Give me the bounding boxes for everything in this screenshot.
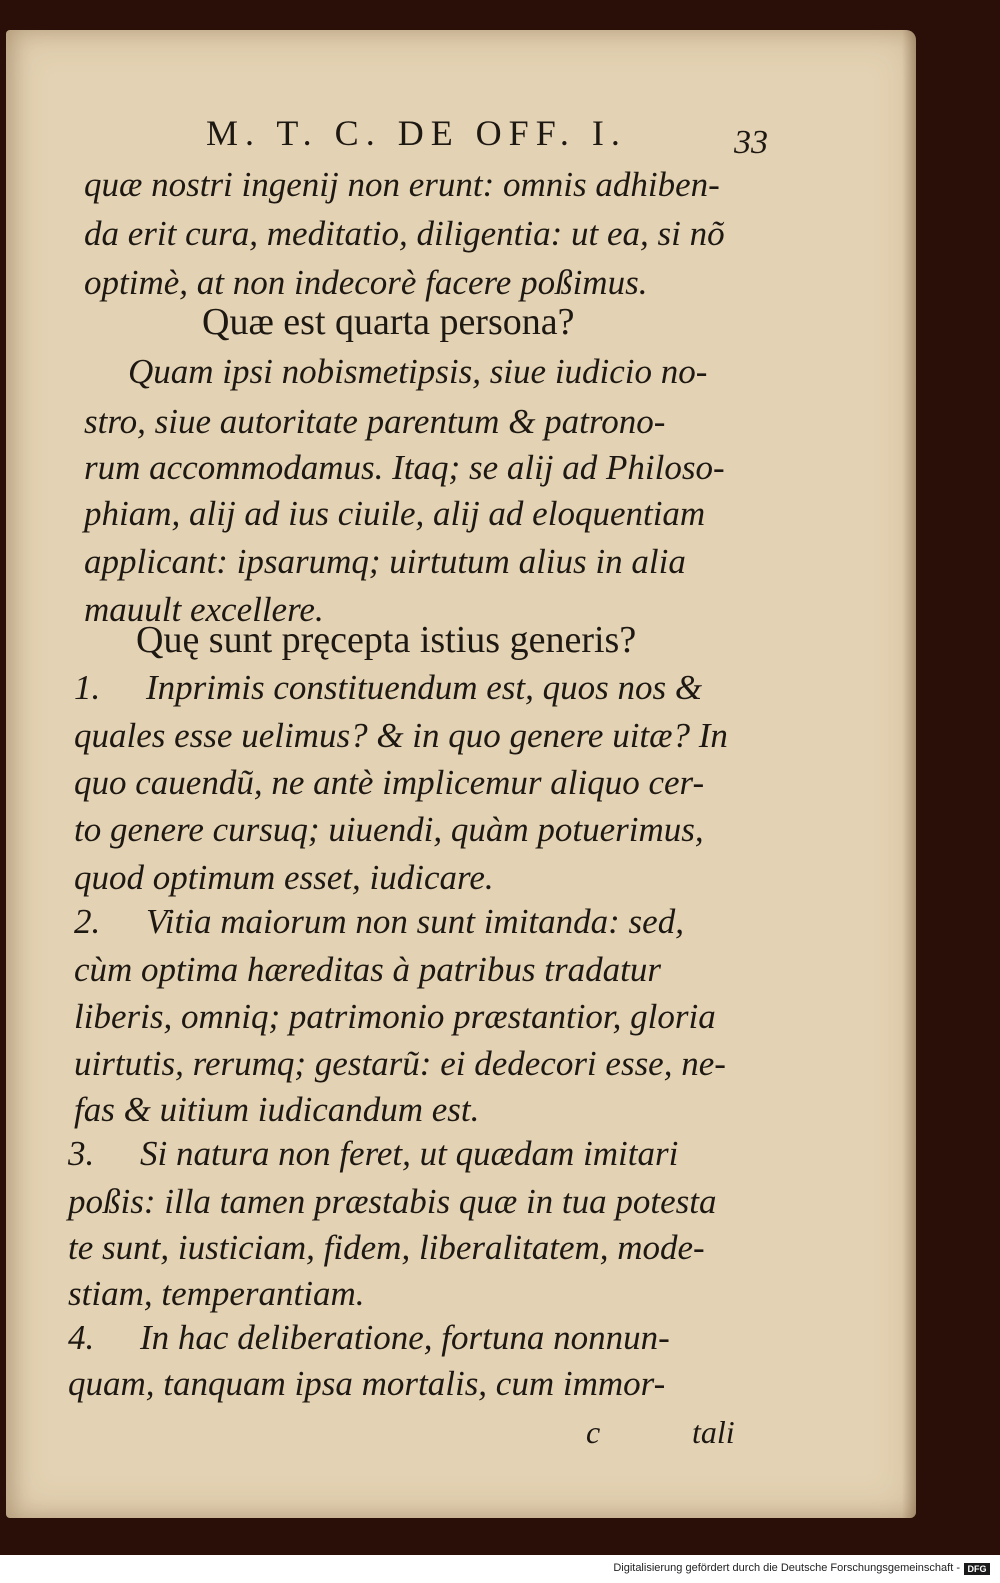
precept-number: 3. [68,1134,95,1173]
precept-item [74,902,684,942]
precept-item [68,1134,678,1174]
text-line: da erit cura, meditatio, diligentia: ut ea, si nõ [84,214,725,253]
precept-line: In hac deliberatione, fortuna nonnun- [140,1318,670,1357]
precept-line: stiam, temperantiam. [68,1274,365,1313]
precept-line: Si natura non feret, ut quædam imitari [140,1134,679,1173]
precept-line: quo cauendũ, ne antè implicemur aliquo cer- [74,763,705,802]
digitization-footer [0,1555,1000,1583]
text-line: applicant: ipsarumq; uirtutum alius in alia [84,542,686,581]
precept-line: quam, tanquam ipsa mortalis, cum immor- [68,1364,666,1403]
precept-line: poßis: illa tamen præstabis quæ in tua potesta [68,1182,717,1221]
precept-line: Vitia maiorum non sunt imitanda: sed, [146,902,684,941]
question-heading: Quę sunt pręcepta istius generis? [136,619,637,661]
signature-mark: c [586,1414,601,1450]
text-line: stro, siue autoritate parentum & patrono- [84,402,666,441]
dfg-logo: DFG [964,1563,990,1575]
precept-line: uirtutis, rerumq; gestarũ: ei dedecori esse, ne- [74,1044,726,1083]
precept-line: cùm optima hæreditas à patribus tradatur [74,950,661,989]
precept-line: fas & uitium iudicandum est. [74,1090,480,1129]
page-number: 33 [734,124,768,161]
text-line: quæ nostri ingenij non erunt: omnis adhiben- [84,165,720,204]
text-line: optimè, at non indecorè facere poßimus. [84,263,648,302]
precept-line: to genere cursuq; uiuendi, quàm potuerimus, [74,810,704,849]
book-page [6,30,916,1518]
precept-number: 1. [74,668,101,707]
precept-number: 2. [74,902,101,941]
precept-line: liberis, omniq; patrimonio præstantior, gloria [74,997,716,1036]
catchword: tali [692,1414,735,1450]
precept-item [74,668,702,708]
precept-line: quales esse uelimus? & in quo genere uitæ? In [74,716,728,755]
text-line: rum accommodamus. Itaq; se alij ad Philoso- [84,448,725,487]
precept-item [68,1318,670,1358]
precept-number: 4. [68,1318,95,1357]
footer-credit: Digitalisierung gefördert durch die Deutsche Forschungsgemeinschaft - [613,1562,960,1574]
text-line: phiam, alij ad ius ciuile, alij ad eloquentiam [84,494,706,533]
question-heading: Quæ est quarta persona? [202,301,575,343]
precept-line: Inprimis constituendum est, quos nos & [146,668,703,707]
text-line: mauult excellere. [84,590,324,629]
precept-line: te sunt, iusticiam, fidem, liberalitatem, mode- [68,1228,705,1267]
precept-line: quod optimum esset, iudicare. [74,858,494,897]
running-head-title: M. T. C. DE OFF. I. [206,113,627,153]
text-line: Quam ipsi nobismetipsis, siue iudicio no- [128,352,708,391]
